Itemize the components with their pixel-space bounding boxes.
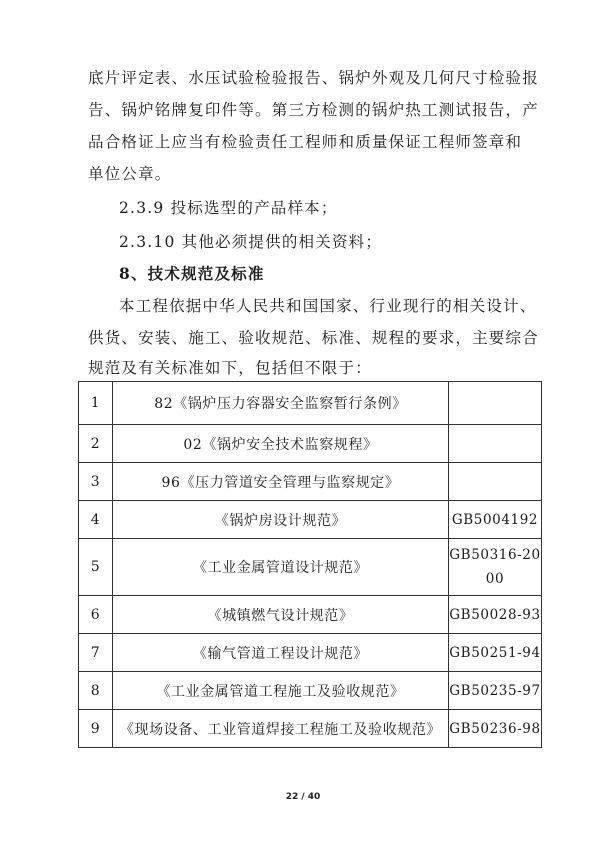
row-number: 6 — [79, 596, 113, 634]
intro-line-3: 规范及有关标准如下，包括但不限于： — [88, 359, 372, 377]
table-row — [79, 539, 542, 596]
standard-title: 82《锅炉压力容器安全监察暂行条例》 — [113, 382, 449, 425]
standard-title: 《工业金属管道工程施工及验收规范》 — [113, 672, 449, 710]
paragraph-line-3: 品合格证上应当有检验责任工程师和质量保证工程师签章和 — [88, 133, 523, 151]
table-row — [79, 382, 542, 425]
row-number: 7 — [79, 634, 113, 672]
standard-title: 《现场设备、工业管道焊接工程施工及验收规范》 — [113, 710, 449, 748]
standard-code: GB50316-2000 — [449, 539, 542, 596]
table-row — [79, 463, 542, 501]
standards-table — [78, 381, 542, 748]
table-row — [79, 425, 542, 463]
paragraph-line-4: 单位公章。 — [88, 165, 172, 183]
list-item-2-3-10: 2.3.10 其他必须提供的相关资料； — [119, 233, 383, 251]
row-number: 9 — [79, 710, 113, 748]
table-row — [79, 501, 542, 539]
list-item-2-3-9: 2.3.9 投标选型的产品样本； — [119, 199, 338, 217]
paragraph-line-2: 告、锅炉铭牌复印件等。第三方检测的锅炉热工测试报告，产 — [88, 101, 539, 119]
standard-code: GB50251-94 — [449, 634, 542, 672]
standard-code — [449, 425, 542, 463]
standard-code — [449, 382, 542, 425]
row-number: 2 — [79, 425, 113, 463]
table-row — [79, 710, 542, 748]
paragraph-line-1: 底片评定表、水压试验检验报告、锅炉外观及几何尺寸检验报 — [88, 69, 539, 87]
standard-title: 《城镇燃气设计规范》 — [113, 596, 449, 634]
standard-code — [449, 463, 542, 501]
row-number: 4 — [79, 501, 113, 539]
table-row — [79, 596, 542, 634]
intro-line-1: 本工程依据中华人民共和国国家、行业现行的相关设计、 — [119, 297, 537, 315]
row-number: 5 — [79, 539, 113, 596]
standard-code: GB50236-98 — [449, 710, 542, 748]
standard-code: GB50028-93 — [449, 596, 542, 634]
standard-title: 《工业金属管道设计规范》 — [113, 539, 449, 596]
page-number: 22 / 40 — [285, 792, 321, 802]
row-number: 3 — [79, 463, 113, 501]
intro-line-2: 供货、安装、施工、验收规范、标准、规程的要求，主要综合 — [88, 329, 539, 347]
standard-title: 96《压力管道安全管理与监察规定》 — [113, 463, 449, 501]
table-row — [79, 634, 542, 672]
section-heading: 8、技术规范及标准 — [119, 264, 265, 283]
row-number: 8 — [79, 672, 113, 710]
standard-title: 《锅炉房设计规范》 — [113, 501, 449, 539]
table-row — [79, 672, 542, 710]
standard-title: 02《锅炉安全技术监察规程》 — [113, 425, 449, 463]
standard-code: GB5004192 — [449, 501, 542, 539]
standard-code: GB50235-97 — [449, 672, 542, 710]
row-number: 1 — [79, 382, 113, 425]
standard-title: 《输气管道工程设计规范》 — [113, 634, 449, 672]
